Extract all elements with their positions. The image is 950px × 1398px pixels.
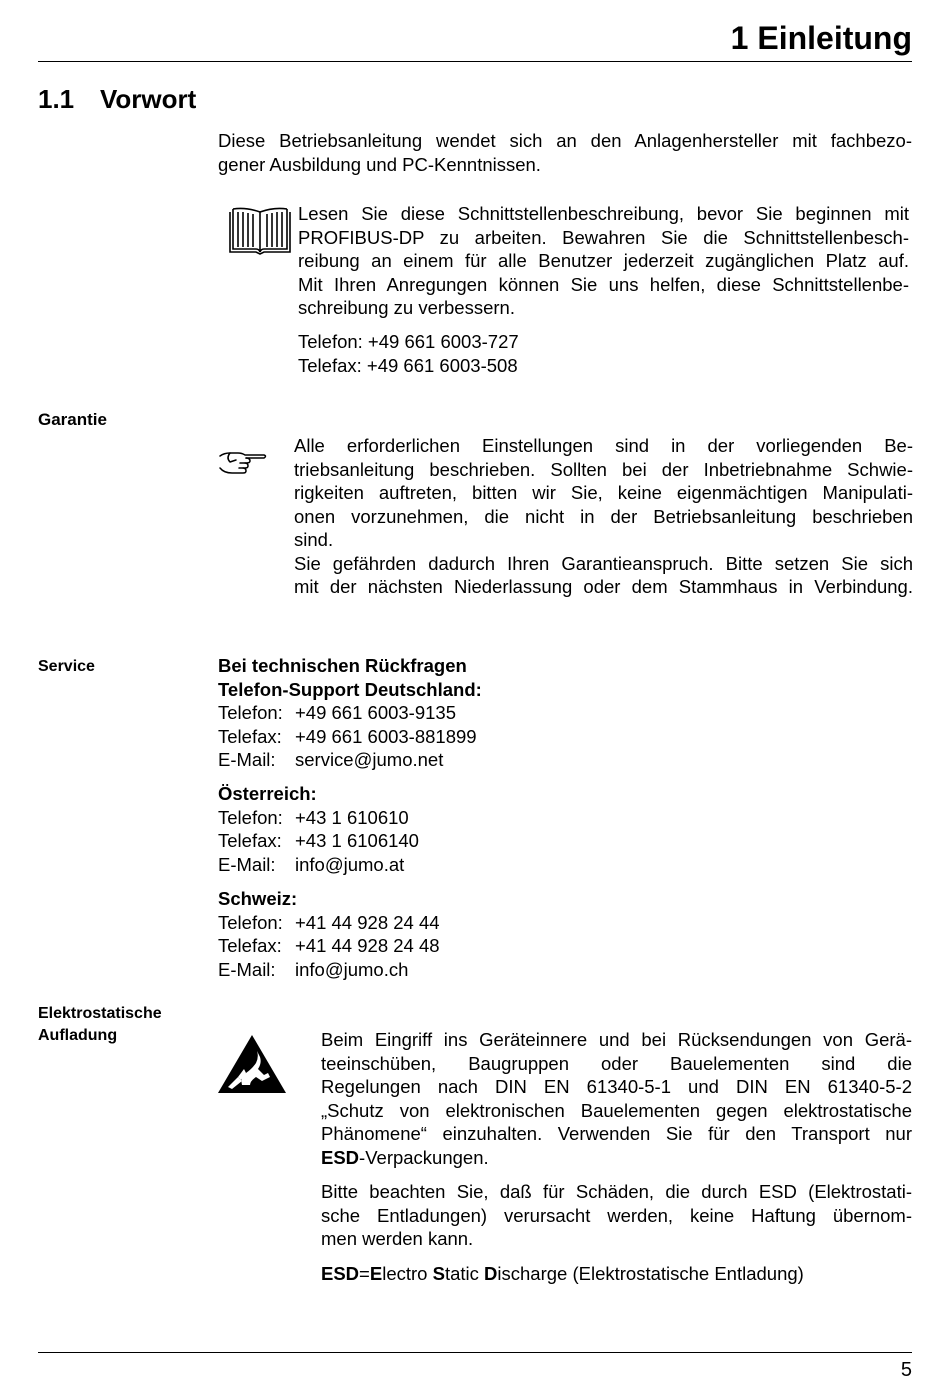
contact-key: Telefon: xyxy=(218,806,283,828)
esd-line xyxy=(321,1146,912,1170)
contact-value: info@jumo.ch xyxy=(295,958,409,980)
contact-key: Telefax: xyxy=(218,725,282,747)
esd-abbr: ESD xyxy=(321,1146,360,1168)
read-note-paragraph xyxy=(298,202,909,320)
section-title xyxy=(38,82,196,116)
esd-label-line: Aufladung xyxy=(38,1027,118,1044)
esd-def-d: D xyxy=(484,1263,498,1284)
footer-rule xyxy=(38,1352,912,1353)
service-austria xyxy=(218,782,419,876)
contact-key: Telefax: xyxy=(218,935,282,956)
esd-line: teeinschüben, Baugruppen oder Bauelementen sind die xyxy=(321,1052,912,1074)
contact-value: +49 661 6003-881899 xyxy=(295,725,477,747)
contact-value: +41 44 928 24 44 xyxy=(295,911,440,933)
pointing-hand-icon xyxy=(218,450,268,478)
esd-def-s-rest: tatic xyxy=(444,1263,485,1284)
garantie-line: sind. xyxy=(294,529,334,550)
esd-def-s: S xyxy=(432,1263,445,1284)
read-note-contact xyxy=(298,330,519,377)
contact-value: +41 44 928 24 48 xyxy=(295,935,440,956)
esd-line: Bitte beachten Sie, daß für Schäden, die durch ESD (Elektrostati- xyxy=(321,1181,912,1202)
intro-line: Diese Betriebsanleitung wendet sich an den Anlagenhersteller mit fachbezo- xyxy=(218,130,912,151)
contact-value: info@jumo.at xyxy=(295,853,405,875)
contact-key: Telefon: xyxy=(218,911,283,933)
intro-paragraph xyxy=(218,129,912,176)
contact-row xyxy=(218,829,419,853)
section-number: 1.1 xyxy=(38,84,75,114)
garantie-line: Alle erforderlichen Einstellungen sind in der vorliegenden Be- xyxy=(294,435,913,456)
austria-heading: Österreich: xyxy=(218,783,317,804)
esd-paragraph-2 xyxy=(321,1180,912,1251)
service-subheading: Telefon-Support Deutschland: xyxy=(218,678,482,700)
garantie-line: Sie gefährden dadurch Ihren Garantieanspruch. Bitte setzen Sie sich xyxy=(294,552,913,574)
esd-label xyxy=(38,1003,162,1047)
contact-row xyxy=(218,934,440,958)
read-note-line: Lesen Sie diese Schnittstellenbeschreibung, bevor Sie beginnen mit xyxy=(298,203,909,224)
contact-key: E-Mail: xyxy=(218,958,276,980)
page-number: 5 xyxy=(900,1359,912,1381)
contact-key: E-Mail: xyxy=(218,853,276,875)
esd-line-rest: -Verpackungen. xyxy=(359,1146,489,1168)
esd-def-e: E xyxy=(369,1263,383,1284)
esd-def-e-rest: lectro xyxy=(382,1263,433,1284)
read-note-line: Mit Ihren Anregungen können Sie uns helfen, diese Schnittstellenbe- xyxy=(298,273,909,295)
contact-value: +43 1 610610 xyxy=(295,806,409,828)
esd-definition-line xyxy=(321,1262,804,1286)
service-label: Service xyxy=(38,658,95,675)
read-note-phone: Telefon: +49 661 6003-727 xyxy=(298,331,519,352)
esd-definition xyxy=(321,1262,804,1286)
esd-line: „Schutz von elektronischen Bauelementen gegen elektrostatische xyxy=(321,1099,912,1121)
esd-paragraph-1 xyxy=(321,1028,912,1169)
contact-row xyxy=(218,725,482,749)
contact-value: +49 661 6003-9135 xyxy=(295,702,456,723)
garantie-label: Garantie xyxy=(38,410,107,429)
service-switzerland xyxy=(218,887,440,981)
esd-line: Phänomene“ einzuhalten. Verwenden Sie für den Transport nur xyxy=(321,1123,912,1144)
esd-line: men werden kann. xyxy=(321,1228,474,1249)
read-note-line: reibung an einem für alle Benutzer jederzeit zugänglichen Platz auf. xyxy=(298,250,909,271)
contact-key: Telefax: xyxy=(218,830,282,851)
read-note-line: PROFIBUS-DP zu arbeiten. Bewahren Sie die Schnittstellenbesch- xyxy=(298,226,909,248)
header-rule xyxy=(38,61,912,62)
esd-def-abbr: ESD xyxy=(321,1263,360,1284)
garantie-line: onen vorzunehmen, die nicht in der Betriebsanleitung beschrieben xyxy=(294,505,913,527)
contact-value: +43 1 6106140 xyxy=(295,830,419,851)
section-title-text: Vorwort xyxy=(100,84,197,114)
esd-line: sche Entladungen) verursacht werden, keine Haftung übernom- xyxy=(321,1204,912,1226)
garantie-paragraph xyxy=(294,434,913,599)
contact-key: Telefon: xyxy=(218,702,283,723)
esd-line: Regelungen nach DIN EN 61340-5-1 und DIN EN 61340-5-2 xyxy=(321,1076,912,1097)
esd-label-line: Elektrostatische xyxy=(38,1005,162,1022)
intro-line: gener Ausbildung und PC-Kenntnissen. xyxy=(218,153,541,175)
service-heading: Bei technischen Rückfragen xyxy=(218,655,467,676)
contact-row xyxy=(218,748,482,772)
garantie-line: rigkeiten auftreten, bitten wir Sie, keine eigenmächtigen Manipulati- xyxy=(294,482,913,503)
contact-row xyxy=(218,701,482,725)
esd-def-d-rest: ischarge (Elektrostatische Entladung) xyxy=(497,1263,804,1284)
garantie-line: triebsanleitung beschrieben. Sollten bei der Inbetriebnahme Schwie- xyxy=(294,458,913,480)
contact-row xyxy=(218,911,440,935)
esd-def-eq: = xyxy=(359,1263,370,1284)
garantie-line: mit der nächsten Niederlassung oder dem Stammhaus in Verbindung. xyxy=(294,576,913,597)
contact-value: service@jumo.net xyxy=(295,749,444,770)
contact-row xyxy=(218,853,419,877)
esd-warning-icon xyxy=(216,1033,288,1095)
esd-line: Beim Eingriff ins Geräteinnere und bei Rücksendungen von Gerä- xyxy=(321,1029,912,1050)
read-note-line: schreibung zu verbessern. xyxy=(298,297,515,318)
service-germany xyxy=(218,654,482,772)
contact-row xyxy=(218,806,419,830)
read-note-fax: Telefax: +49 661 6003-508 xyxy=(298,354,518,376)
book-icon xyxy=(226,206,294,258)
contact-key: E-Mail: xyxy=(218,749,276,770)
chapter-title: 1 Einleitung xyxy=(730,20,912,56)
contact-row xyxy=(218,958,440,982)
switzerland-heading: Schweiz: xyxy=(218,888,298,909)
